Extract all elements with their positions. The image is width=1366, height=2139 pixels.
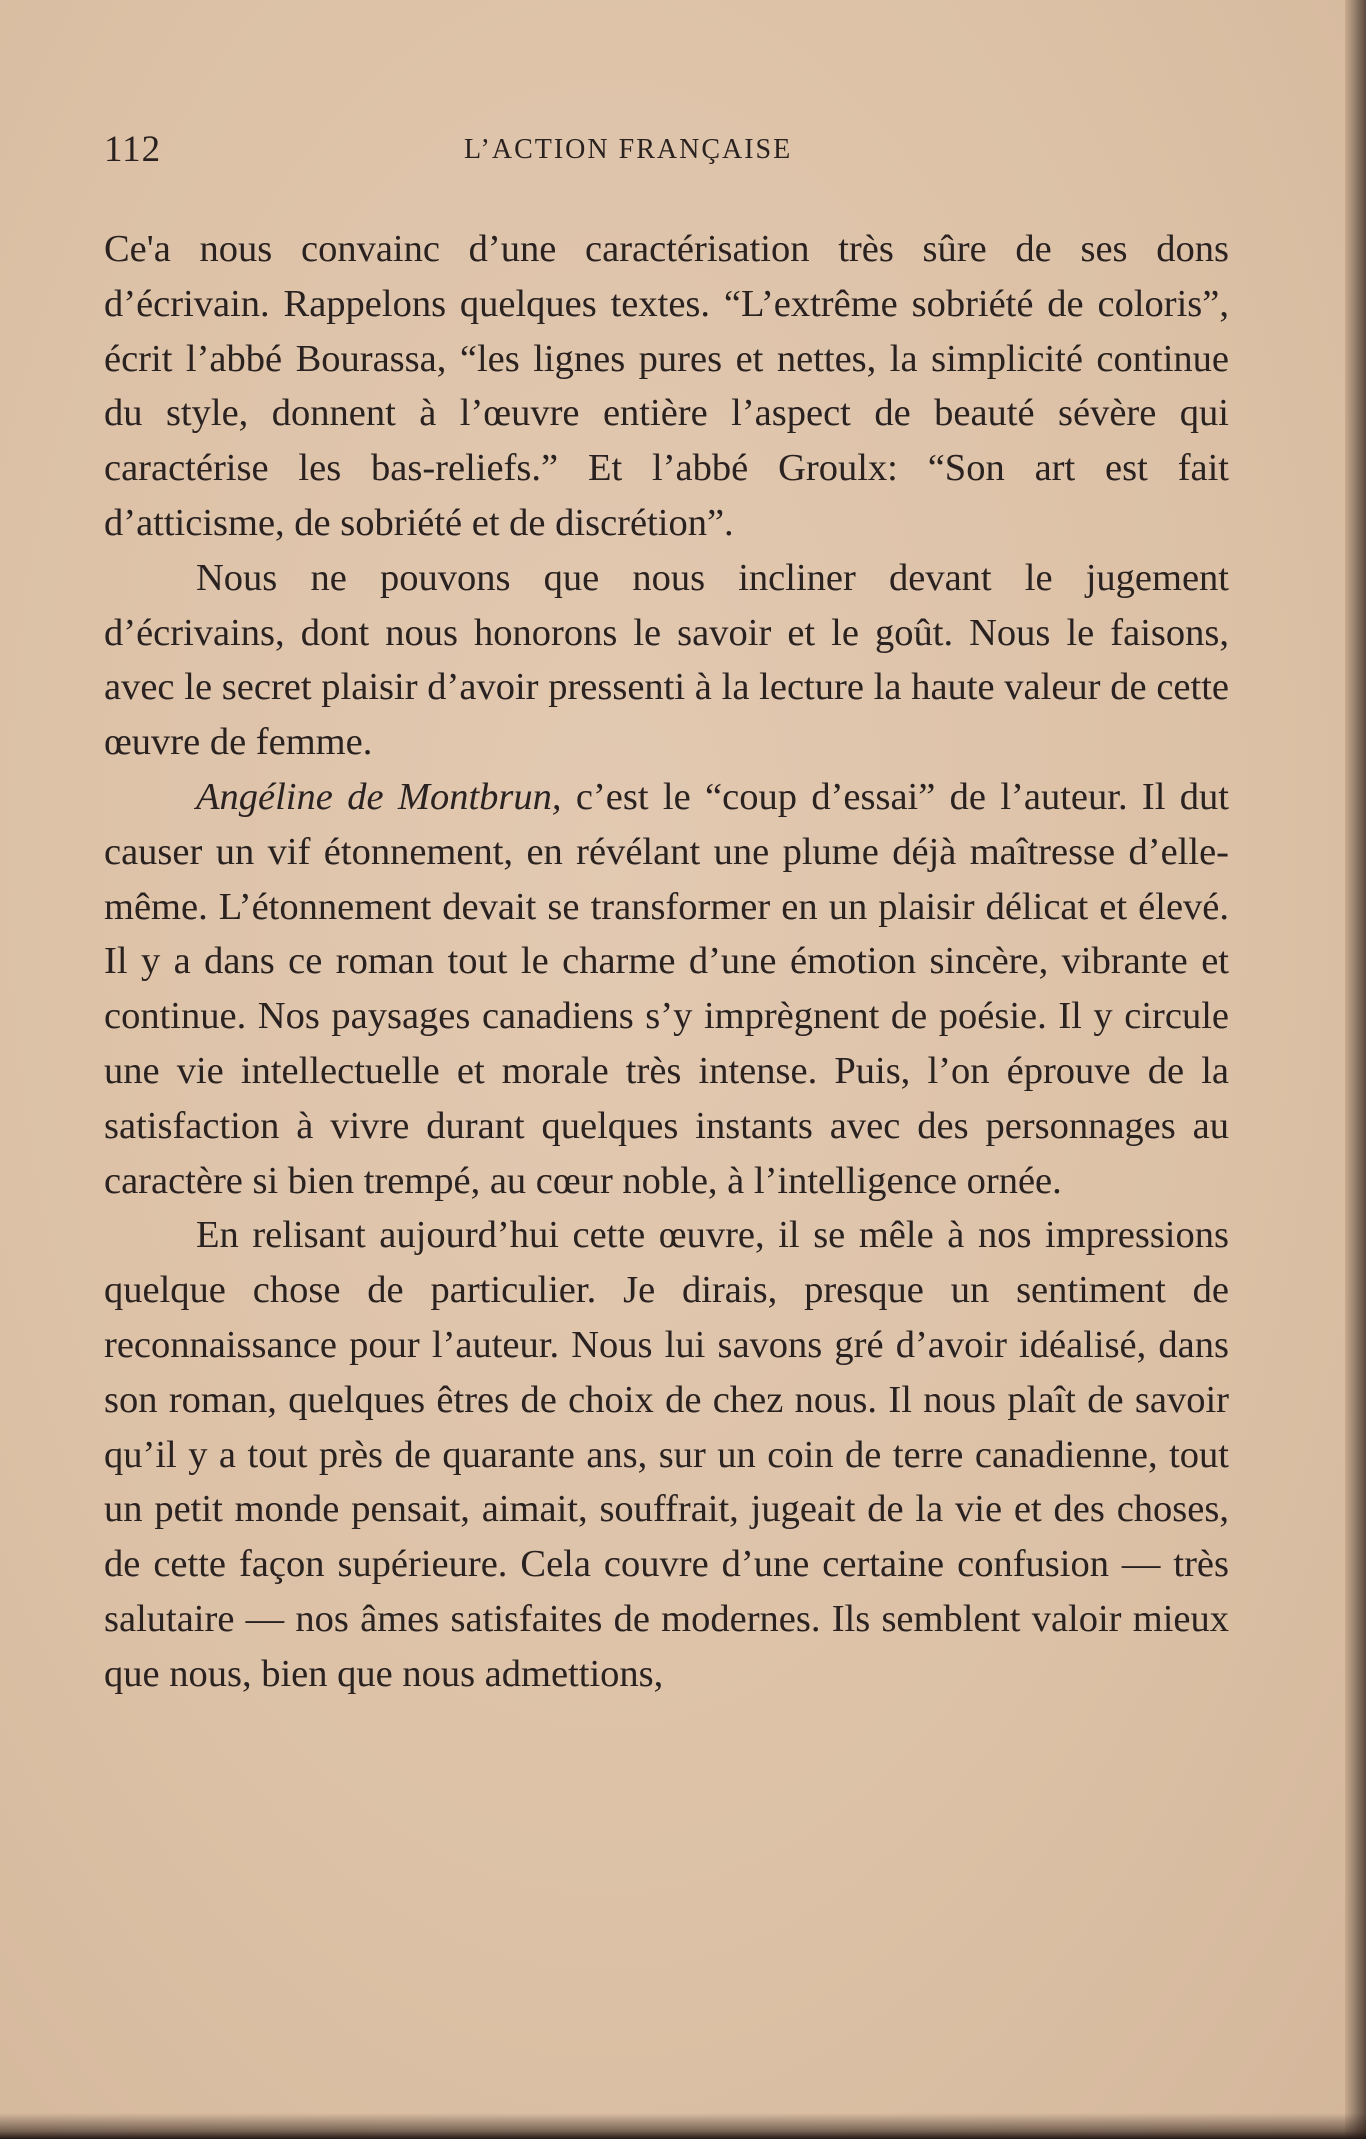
page-number: 112 <box>104 129 162 170</box>
book-title: Angéline de Montbrun, <box>196 775 562 818</box>
paragraph-4: En relisant aujourd’hui cette œuvre, il se mêle à nos impressions quelque chose de particulier. Je dirais, presque un sentiment de reconnaissance pour l’auteur. Nous lui savons gré d’avoir idéalisé, dans son roman, quelques êtres de choix de chez nous. Il nous plaît de savoir qu’il y a tout près de quarante ans, sur un coin de terre canadienne, tout un petit monde pensait, aimait, souffrait, jugeait de la vie et des choses, de cette façon supérieure. Cela couvre d’une certaine confusion — très salutaire — nos âmes satisfaites de modernes. Ils semblent valoir mieux que nous, bien que nous admettions, <box>104 1214 1229 1695</box>
page-header <box>104 128 1244 178</box>
body-text <box>104 222 1229 1702</box>
paragraph-2: Nous ne pouvons que nous incliner devant le jugement d’écrivains, dont nous honorons le savoir et le goût. Nous le faisons, avec le secret plaisir d’avoir pressenti à la lecture la haute valeur de cette œuvre de femme. <box>104 556 1229 764</box>
paragraph-3 <box>104 770 1229 1208</box>
paragraph-3-text: c’est le “coup d’essai” de l’auteur. Il dut causer un vif étonnement, en révélant une plume déjà maîtresse d’elle-même. L’étonnement devait se transformer en un plaisir délicat et élevé. Il y a dans ce roman tout le charme d’une émotion sincère, vibrante et continue. Nos paysages canadiens s’y imprègnent de poésie. Il y circule une vie intellectuelle et morale très intense. Puis, l’on éprouve de la satisfaction à vivre durant quelques instants avec des personnages au caractère si bien trempé, au cœur noble, à l’intelligence ornée. <box>104 775 1229 1202</box>
page-edge <box>1345 0 1366 2139</box>
paragraph-1: Ce'a nous convainc d’une caractérisation très sûre de ses dons d’écrivain. Rappelons quelques textes. “L’extrême sobriété de coloris”, écrit l’abbé Bourassa, “les lignes pures et nettes, la simplicité continue du style, donnent à l’œuvre entière l’aspect de beauté sévère qui caractérise les bas-reliefs.” Et l’abbé Groulx: “Son art est fait d’atticisme, de sobriété et de discrétion”. <box>104 228 1229 544</box>
bottom-shadow <box>0 2113 1366 2139</box>
running-title: L’ACTION FRANÇAISE <box>464 134 793 165</box>
